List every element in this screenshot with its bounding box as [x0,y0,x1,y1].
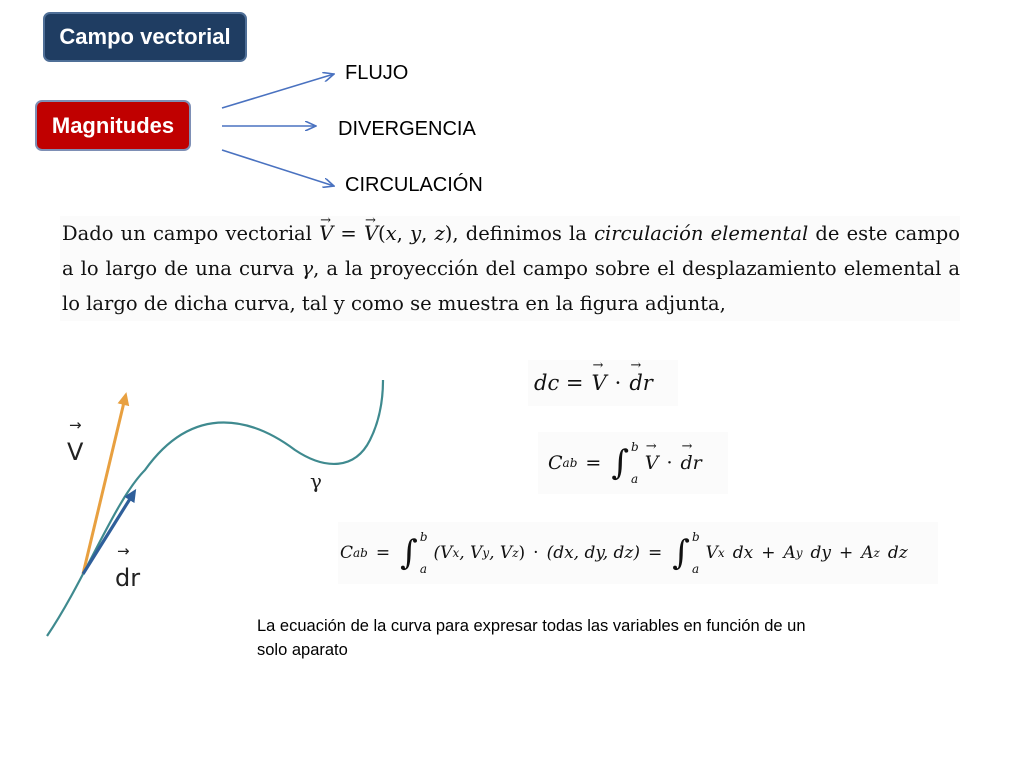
f2-lhs: C [548,452,563,474]
curve-equation-note: La ecuación de la curva para expresar todas las variables en función de un solo aparato [257,617,806,659]
dr-vector-arrow [83,494,133,574]
f3-tuple1-vz: , V [489,543,513,563]
f3-eq2: = [647,543,663,563]
f3-tuple1-close: ) [518,543,526,563]
f3-lower2: a [691,562,700,576]
f2-v: → V [645,452,659,474]
f3-tuple2: (dx, dy, dz) [546,543,640,563]
dr-label: dr [115,564,141,592]
curve-figure [25,360,405,650]
f3-tuple1-open: (V [433,543,453,563]
f3-upper2: b [691,530,700,544]
f2-lower: a [631,472,639,486]
f3-integral-sign-2: ∫ [672,533,690,573]
vector-v-symbol-2: → V [364,216,378,251]
branch-arrows [0,0,1024,210]
f3-lhs: C [340,543,354,563]
f3-vx-sub: x [452,546,460,560]
campo-vectorial-badge: Campo vectorial [43,12,247,62]
f2-integral-sign: ∫ [611,443,630,483]
f3-plus1: + [761,543,776,563]
f3-plus2: + [839,543,854,563]
f3-term1-d: dx [732,543,754,563]
f3-tuple1-vy: , V [459,543,483,563]
f1-v: → V [591,371,606,395]
f3-vz-sub: z [512,546,519,560]
f2-dr: → dr [681,452,702,474]
f3-limits-1 [420,530,428,576]
v-label: V [67,438,84,466]
f1-dot: · [614,371,622,395]
f2-dot: · [666,452,673,474]
f3-vy-sub: y [482,546,490,560]
f3-term2-d: dy [810,543,831,563]
f3-term2-sub: y [795,546,803,560]
f3-term1: V [705,543,718,563]
gamma-label: γ [310,469,322,493]
f2-eq: = [585,452,602,474]
para-text-1: Dado un campo vectorial [62,222,320,245]
branch-divergencia: DIVERGENCIA [338,118,476,140]
f1-dr: → dr [629,371,652,395]
para-text-3: de este campo a lo largo de una curva [62,222,960,280]
f3-eq: = [375,543,391,563]
f2-upper: b [631,440,639,454]
para-text-4: , a la proyección del campo sobre el desplazamiento elemental a lo largo de dicha curva, tal y como se muestra en la figura adjunta, [62,257,960,315]
para-text-2: , definimos la [452,222,595,245]
f3-dot: · [533,543,539,563]
formula-cab [538,432,728,494]
f3-term3-sub: z [873,546,880,560]
f2-limits [631,440,639,486]
gamma-symbol: γ [301,257,314,280]
f3-lhs-sub: ab [353,546,368,560]
f3-term1-sub: x [717,546,725,560]
arrow-circulacion [222,150,334,186]
f2-lhs-sub: ab [562,456,578,470]
f3-term3-d: dz [887,543,908,563]
vector-v-symbol: → V [319,216,333,251]
f3-term2: A [783,543,796,563]
definition-paragraph: Dado un campo vectorial → V = → V(x, y, z), definimos la circulación elemental de este campo a lo largo de una curva γ, a la proyección del campo sobre el desplazamiento elemental a lo largo de dicha curva, tal y como se muestra en la figura adjunta, [60,216,960,321]
formula-cab-components [338,522,938,584]
f3-limits-2 [692,530,700,576]
magnitudes-badge: Magnitudes [35,100,191,151]
arrow-flujo [222,74,334,108]
f3-lower: a [419,562,427,576]
f1-lhs: dc = [534,371,584,395]
formula-dc [528,360,678,406]
f3-upper: b [419,530,428,544]
f3-integral-sign-1: ∫ [400,533,418,573]
v-label-arrow: → [69,416,82,434]
branch-circulacion: CIRCULACIÓN [345,174,483,196]
branch-flujo: FLUJO [345,62,409,84]
f3-term3: A [861,543,874,563]
dr-label-arrow: → [117,542,130,560]
para-emphasis: circulación elemental [594,222,809,245]
